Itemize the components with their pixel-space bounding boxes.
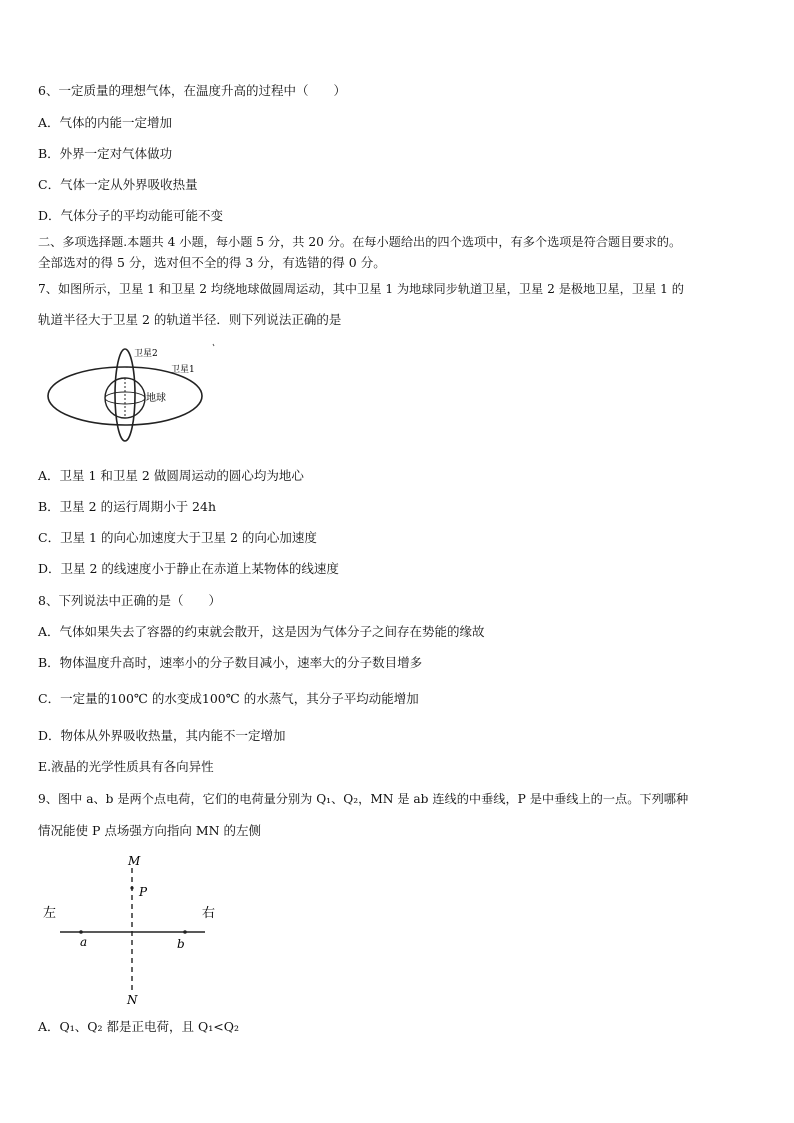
q9-option-a: A．Q₁、Q₂ 都是正电荷，且 Q₁<Q₂: [38, 1019, 239, 1034]
q8-option-e: E.液晶的光学性质具有各向异性: [38, 759, 214, 774]
q8-option-d: D．物体从外界吸收热量，其内能不一定增加: [38, 728, 286, 743]
q7-option-c: C．卫星 1 的向心加速度大于卫星 2 的向心加速度: [38, 530, 317, 545]
q7-stem-line1: 7、如图所示，卫星 1 和卫星 2 均绕地球做圆周运动，其中卫星 1 为地球同步轨道卫星，卫星 2 是极地卫星，卫星 1 的: [38, 282, 684, 296]
label-earth: 地球: [146, 393, 166, 404]
q9-stem-line2: 情况能使 P 点场强方向指向 MN 的左侧: [38, 823, 262, 838]
q6-option-a: A．气体的内能一定增加: [38, 115, 173, 130]
charge-b-marker: [183, 930, 187, 934]
section2-instructions-line2: 全部选对的得 5 分，选对但不全的得 3 分，有选错的得 0 分。: [38, 255, 386, 270]
q8-option-b: B．物体温度升高时，速率小的分子数目减小，速率大的分子数目增多: [38, 655, 423, 670]
satellite-orbit-figure: [40, 338, 220, 448]
label-b: b: [177, 937, 185, 951]
q7-option-d: D．卫星 2 的线速度小于静止在赤道上某物体的线速度: [38, 561, 339, 576]
point-p-marker: [130, 886, 133, 889]
q8-option-c: C．一定量的100℃ 的水变成100℃ 的水蒸气，其分子平均动能增加: [38, 691, 419, 706]
label-m: M: [128, 854, 141, 868]
q6-option-d: D．气体分子的平均动能可能不变: [38, 208, 224, 223]
q7-option-a: A．卫星 1 和卫星 2 做圆周运动的圆心均为地心: [38, 468, 304, 483]
q6-stem: 6、一定质量的理想气体，在温度升高的过程中（ ）: [38, 83, 346, 98]
q6-option-c: C．气体一定从外界吸收热量: [38, 177, 198, 192]
label-n: N: [127, 993, 138, 1007]
section2-instructions-line1: 二、多项选择题.本题共 4 小题，每小题 5 分，共 20 分。在每小题给出的四个选项中，有多个选项是符合题目要求的。: [38, 235, 682, 249]
label-left: 左: [43, 906, 57, 921]
charge-a-marker: [79, 930, 83, 934]
label-right: 右: [202, 906, 216, 921]
q8-option-a: A．气体如果失去了容器的约束就会散开，这是因为气体分子之间存在势能的缘故: [38, 624, 485, 639]
label-p: P: [139, 885, 148, 899]
q8-stem: 8、下列说法中正确的是（ ）: [38, 593, 221, 608]
q9-stem-line1: 9、图中 a、b 是两个点电荷，它们的电荷量分别为 Q₁、Q₂，MN 是 ab 连线的中垂线，P 是中垂线上的一点。下列哪种: [38, 792, 689, 806]
q7-option-b: B．卫星 2 的运行周期小于 24h: [38, 499, 217, 514]
point-charge-figure: [40, 850, 220, 1010]
q7-stem-line2: 轨道半径大于卫星 2 的轨道半径．则下列说法正确的是: [38, 312, 342, 327]
q6-option-b: B．外界一定对气体做功: [38, 146, 173, 161]
label-satellite2: 卫星2: [134, 349, 158, 359]
label-satellite1: 卫星1: [171, 365, 195, 375]
label-a: a: [80, 935, 88, 949]
